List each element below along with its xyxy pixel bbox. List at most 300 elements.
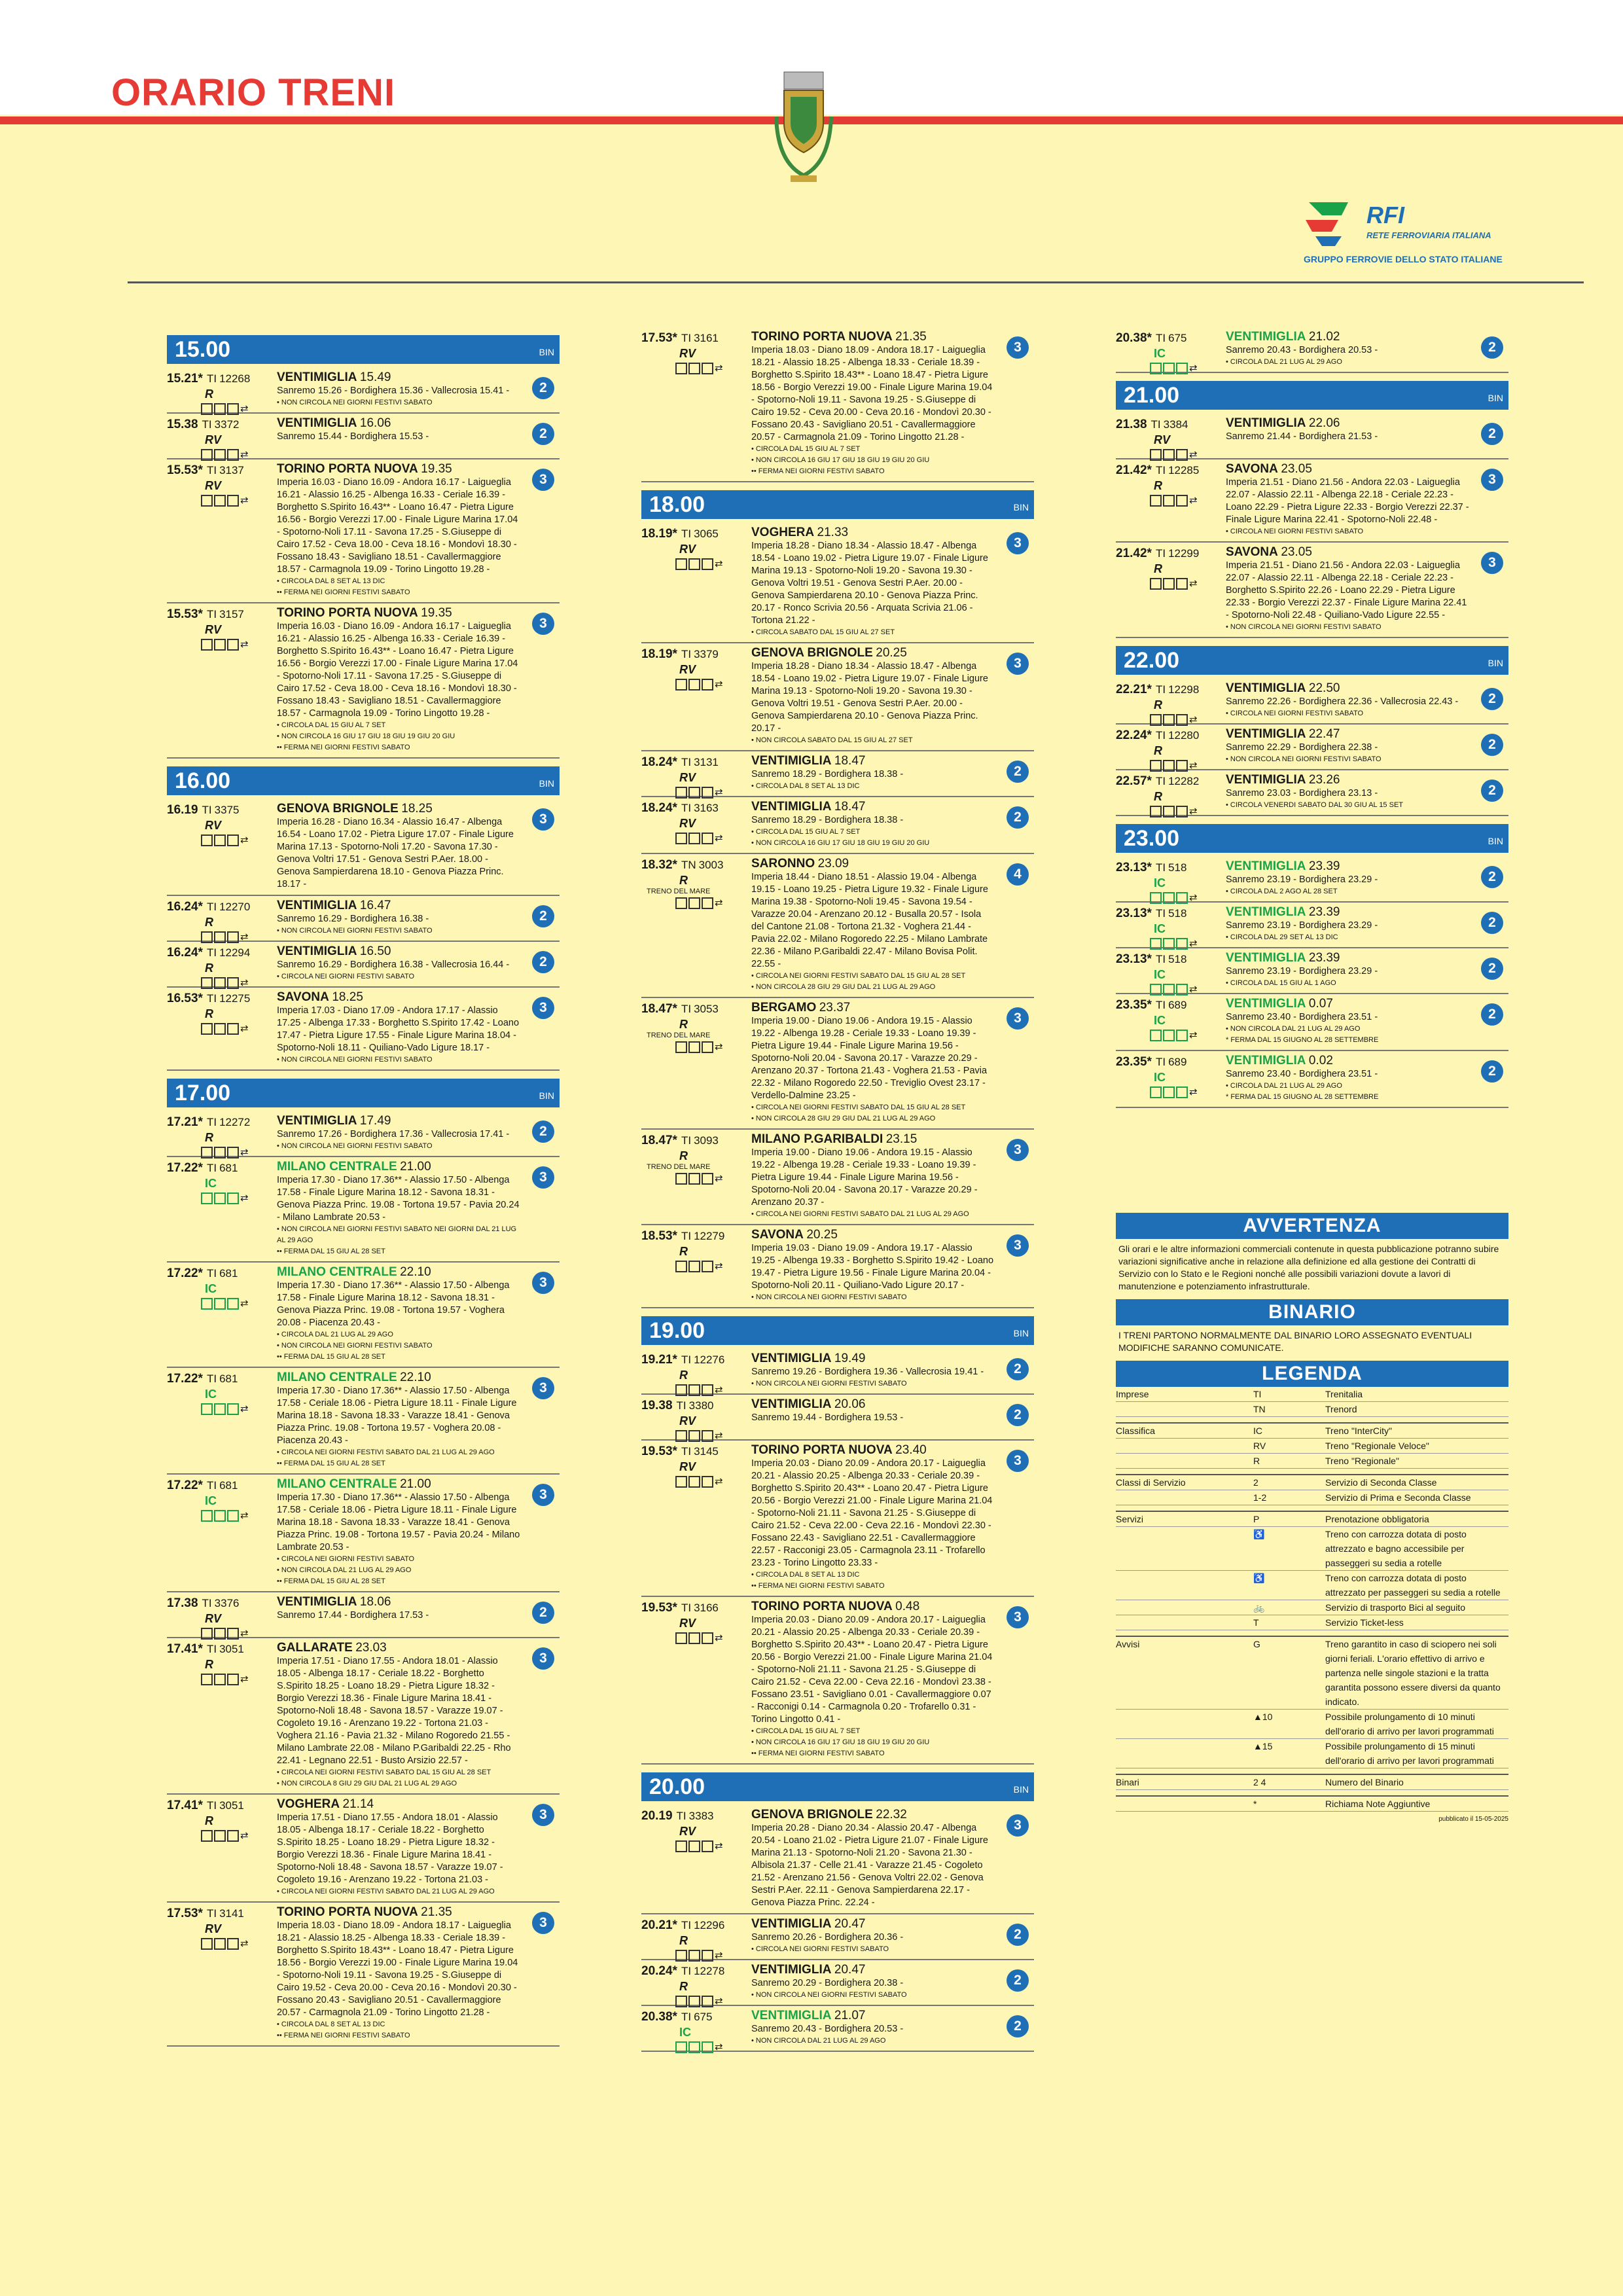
service-box-icon	[702, 363, 713, 374]
train-entry[interactable]	[641, 1395, 1034, 1441]
service-box-icon	[1150, 578, 1162, 590]
destination-row	[751, 646, 995, 660]
departure-time: 17.53*	[641, 331, 677, 345]
train-entry[interactable]	[167, 603, 560, 759]
departure-time: 15.38	[167, 418, 198, 431]
train-number: 3051	[219, 1643, 244, 1655]
circulation-note: • NON CIRCOLA DAL 21 LUG AL 29 AGO	[1226, 1025, 1361, 1033]
platform-badge: 2	[1481, 336, 1503, 359]
service-icons	[675, 1632, 749, 1644]
train-entry[interactable]	[1116, 857, 1508, 903]
train-operator: TI	[681, 332, 692, 344]
destination-row	[277, 802, 520, 816]
time-row	[1116, 906, 1224, 921]
legenda-title: LEGENDA	[1116, 1361, 1508, 1387]
service-icons	[675, 1172, 749, 1185]
service-box-icon	[1163, 806, 1175, 817]
time-row	[641, 1964, 749, 1979]
train-entry[interactable]	[1116, 414, 1508, 459]
train-entry[interactable]	[641, 1225, 1034, 1308]
train-entry[interactable]	[1116, 459, 1508, 543]
intermediate-stops: Sanremo 19.44 - Bordighera 19.53 -	[751, 1412, 904, 1423]
circulation-note: • CIRCOLA DAL 8 SET AL 13 DIC	[277, 577, 385, 585]
train-operator: TI	[1155, 464, 1166, 476]
hour-block	[641, 1316, 1034, 1345]
train-entry[interactable]	[1116, 327, 1508, 373]
departure-time: 23.13*	[1116, 906, 1152, 920]
train-details	[751, 754, 995, 792]
train-entry[interactable]	[641, 327, 1034, 482]
train-note: TRENO DEL MARE	[647, 888, 711, 895]
arrival-time: 18.25	[332, 990, 363, 1004]
service-icons	[201, 1192, 275, 1204]
bike-icon: ⇄	[240, 1193, 250, 1204]
train-number: 3137	[219, 464, 244, 476]
platform-badge: 3	[1007, 336, 1029, 359]
train-entry[interactable]	[1116, 679, 1508, 725]
time-row	[167, 1907, 275, 1921]
legend-row	[1116, 1512, 1508, 1527]
train-entry[interactable]	[641, 1960, 1034, 2006]
service-icons	[675, 558, 749, 570]
circulation-note: •• FERMA DAL 15 GIU AL 28 SET	[277, 1460, 385, 1467]
train-class: RV	[679, 771, 696, 784]
train-number: 518	[1168, 953, 1187, 965]
legend-row	[1116, 1600, 1508, 1615]
train-left	[1116, 774, 1224, 817]
intermediate-stops: Imperia 17.30 - Diano 17.36** - Alassio 17.50 - Albenga 17.58 - Ceriale 18.06 - Pietra Ligure 18.11 - Finale Ligure Marina 18.18 - Savona 18.33 - Varazze 18.41 - Genova Piazza Princ. 19.08 - Tortona 19.57 - Voghera 20.08 - Piacenza 20.43 -	[277, 1386, 517, 1446]
bike-icon: ⇄	[715, 1041, 724, 1052]
circulation-note: • NON CIRCOLA NEI GIORNI FESTIVI SABATO	[751, 1293, 907, 1301]
train-details	[1226, 905, 1469, 943]
departure-time: 20.38*	[641, 2010, 677, 2024]
destination: VENTIMIGLIA	[277, 416, 357, 430]
train-number: 3379	[694, 648, 719, 660]
platform-badge: 2	[532, 1121, 554, 1143]
arrival-time: 21.00	[400, 1477, 431, 1491]
train-details	[277, 1477, 520, 1587]
arrival-time: 23.39	[1308, 905, 1340, 919]
train-entry[interactable]	[641, 1349, 1034, 1395]
train-entry[interactable]	[167, 1638, 560, 1795]
train-entry[interactable]	[1116, 903, 1508, 948]
arrival-time: 23.37	[819, 1001, 851, 1014]
train-entry[interactable]	[641, 998, 1034, 1130]
train-class: R	[1154, 744, 1162, 757]
train-entry[interactable]	[167, 1795, 560, 1903]
time-row	[641, 1353, 749, 1367]
arrival-time: 20.47	[834, 1963, 866, 1977]
service-icons	[201, 1022, 275, 1035]
train-number: 3372	[214, 418, 240, 431]
platform-badge: 3	[532, 1484, 554, 1506]
train-details	[1226, 727, 1469, 765]
train-class: R	[205, 1007, 213, 1020]
departure-time: 19.21*	[641, 1353, 677, 1367]
arrival-time: 21.33	[817, 526, 849, 539]
train-operator: TI	[206, 372, 217, 385]
train-left	[641, 1809, 749, 1852]
time-row	[167, 1642, 275, 1657]
service-icons	[201, 1673, 275, 1685]
train-entry[interactable]	[641, 854, 1034, 998]
legend-separator	[1116, 1417, 1508, 1424]
train-operator: TI	[1155, 729, 1166, 742]
departure-time: 21.38	[1116, 418, 1147, 431]
platform-badge: 3	[532, 997, 554, 1019]
service-box-icon	[1150, 806, 1162, 817]
service-box-icon	[201, 495, 213, 507]
hour-header	[167, 766, 560, 795]
train-entry[interactable]	[167, 414, 560, 459]
bike-icon: ⇄	[240, 1023, 250, 1034]
intermediate-stops: Sanremo 20.43 - Bordighera 20.53 -	[1226, 345, 1378, 355]
departure-time: 17.21*	[167, 1115, 203, 1129]
train-note: TRENO DEL MARE	[647, 1163, 711, 1171]
train-class: R	[205, 916, 213, 929]
circulation-note: • NON CIRCOLA NEI GIORNI FESTIVI SABATO	[277, 1056, 433, 1064]
hour-header	[167, 1079, 560, 1107]
platform-badge: 3	[1007, 1814, 1029, 1837]
departure-time: 20.21*	[641, 1918, 677, 1932]
arrival-time: 21.35	[421, 1905, 452, 1919]
time-row	[167, 1266, 275, 1281]
legend-description: Numero del Binario	[1325, 1777, 1404, 1787]
train-left	[167, 607, 275, 651]
legend-separator	[1116, 1630, 1508, 1637]
hour-label: 21.00	[1124, 383, 1180, 408]
train-operator: TI	[1155, 332, 1166, 344]
train-left	[167, 1596, 275, 1640]
service-icons	[201, 494, 275, 507]
legend-description: Trenitalia	[1325, 1389, 1363, 1399]
departure-time: 19.53*	[641, 1601, 677, 1615]
destination: VOGHERA	[751, 526, 815, 539]
train-entry[interactable]	[167, 1475, 560, 1592]
service-icons	[675, 362, 749, 374]
service-box-icon	[214, 1403, 226, 1415]
bin-label: BIN	[1013, 1784, 1029, 1795]
circulation-note: • CIRCOLA DAL 21 LUG AL 29 AGO	[1226, 1082, 1342, 1090]
time-row	[1116, 418, 1224, 432]
train-class: RV	[679, 663, 696, 676]
train-operator: TI	[206, 1479, 217, 1492]
departure-time: 23.35*	[1116, 998, 1152, 1012]
train-entry[interactable]	[167, 1368, 560, 1475]
train-operator: TI	[206, 464, 217, 476]
train-details	[751, 330, 995, 477]
train-entry[interactable]	[1116, 948, 1508, 994]
bike-icon: ⇄	[715, 1632, 724, 1643]
train-number: 3003	[698, 859, 724, 871]
train-entry[interactable]	[641, 1914, 1034, 1960]
train-entry[interactable]	[1116, 543, 1508, 638]
circulation-note: • NON CIRCOLA DAL 21 LUG AL 29 AGO	[751, 2037, 886, 2045]
train-number: 518	[1168, 907, 1187, 920]
departure-time: 23.35*	[1116, 1055, 1152, 1069]
platform-badge: 3	[532, 1647, 554, 1670]
train-left	[167, 1161, 275, 1204]
departure-time: 15.21*	[167, 372, 203, 386]
service-box-icon	[675, 1173, 687, 1185]
train-entry[interactable]	[641, 1597, 1034, 1765]
train-entry[interactable]	[167, 896, 560, 942]
train-entry[interactable]	[641, 2006, 1034, 2052]
train-class: IC	[205, 1388, 217, 1401]
binario-section	[1116, 1299, 1508, 1361]
train-details	[1226, 1054, 1469, 1103]
service-icons	[201, 1297, 275, 1310]
destination: SAVONA	[751, 1228, 804, 1242]
train-left	[1116, 728, 1224, 772]
hour-block	[167, 766, 560, 795]
train-entry[interactable]	[641, 1805, 1034, 1914]
train-entry[interactable]	[641, 797, 1034, 854]
train-number: 3141	[219, 1907, 244, 1920]
train-operator: TI	[206, 1162, 217, 1174]
service-box-icon	[1176, 495, 1188, 507]
destination: VENTIMIGLIA	[1226, 905, 1306, 919]
arrival-time: 22.50	[1308, 681, 1340, 695]
train-entry[interactable]	[167, 459, 560, 603]
intermediate-stops: Imperia 17.30 - Diano 17.36** - Alassio 17.50 - Albenga 17.58 - Ceriale 18.06 - Pietra Ligure 18.11 - Finale Ligure Marina 18.18 - Savona 18.33 - Varazze 18.41 - Genova Piazza Princ. 19.08 - Tortona 19.57 - Pavia 20.24 - Milano Lambrate 20.53 -	[277, 1492, 520, 1552]
service-box-icon	[702, 1261, 713, 1272]
train-entry[interactable]	[167, 1592, 560, 1638]
train-entry[interactable]	[641, 1130, 1034, 1225]
bin-label: BIN	[539, 778, 554, 789]
train-details	[277, 462, 520, 598]
legend-description: Servizio di trasporto Bici al seguito	[1325, 1602, 1465, 1613]
service-box-icon	[201, 1403, 213, 1415]
circulation-note: • CIRCOLA DAL 21 LUG AL 29 AGO	[277, 1331, 393, 1338]
rfi-group: GRUPPO FERROVIE DELLO STATO ITALIANE	[1304, 254, 1503, 264]
service-box-icon	[675, 1476, 687, 1488]
platform-badge: 2	[1481, 780, 1503, 802]
service-box-icon	[1163, 1086, 1175, 1098]
train-entry[interactable]	[167, 1903, 560, 2047]
train-entry[interactable]	[641, 523, 1034, 643]
train-entry[interactable]	[1116, 1051, 1508, 1108]
train-details	[751, 1443, 995, 1592]
train-number: 3380	[688, 1399, 714, 1412]
destination: GENOVA BRIGNOLE	[277, 802, 399, 816]
hour-block	[1116, 824, 1508, 853]
train-left	[641, 1601, 749, 1644]
train-entry[interactable]	[1116, 770, 1508, 816]
bike-icon: ⇄	[1189, 806, 1199, 817]
hour-block	[1116, 381, 1508, 410]
platform-badge: 2	[1481, 734, 1503, 756]
service-box-icon	[675, 558, 687, 570]
service-box-icon	[1176, 578, 1188, 590]
train-entry[interactable]	[1116, 725, 1508, 770]
departure-time: 17.22*	[167, 1161, 203, 1175]
service-icons	[201, 834, 275, 846]
circulation-note: •• FERMA NEI GIORNI FESTIVI SABATO	[277, 744, 410, 751]
bike-icon: ⇄	[240, 931, 250, 942]
train-entry[interactable]	[641, 1441, 1034, 1597]
arrival-time: 0.07	[1308, 997, 1333, 1011]
intermediate-stops: Imperia 19.00 - Diano 19.06 - Andora 19.15 - Alassio 19.22 - Albenga 19.28 - Ceriale 19.33 - Loano 19.39 - Pietra Ligure 19.44 - Finale Ligure Marina 19.56 - Spotorno-Noli 20.04 - Savona 20.17 - Varazze 20.29 - Arenzano 20.37 - Tortona 21.43 - Voghera 21.53 - Pavia 22.32 - Milano Rogoredo 22.50 - Treviglio Ovest 23.17 - Verdello-Dalmine 23.25 -	[751, 1016, 988, 1101]
legend-row	[1116, 1402, 1508, 1417]
circulation-note: * FERMA DAL 15 GIUGNO AL 28 SETTEMBRE	[1226, 1093, 1379, 1101]
train-number: 12276	[694, 1354, 725, 1366]
train-number: 12285	[1168, 464, 1200, 476]
timetable-column-2	[641, 327, 1034, 2052]
circulation-note: • CIRCOLA NEI GIORNI FESTIVI SABATO	[277, 973, 415, 980]
legend-row	[1116, 1775, 1508, 1790]
timetable-column-1	[167, 327, 560, 2047]
departure-time: 22.21*	[1116, 683, 1152, 696]
train-details	[1226, 859, 1469, 897]
destination-row	[751, 754, 995, 768]
arrival-time: 23.39	[1308, 859, 1340, 873]
circulation-note: • CIRCOLA DAL 8 SET AL 13 DIC	[751, 1571, 860, 1579]
destination-row	[277, 899, 520, 913]
legend-symbol: P	[1253, 1514, 1260, 1524]
train-details	[277, 1905, 520, 2041]
train-left	[641, 1002, 749, 1053]
avvertenza-text: Gli orari e le altre informazioni commerciali contenute in questa pubblicazione potranno subire variazioni significative anche in relazione alla definizione ed alla gestione dei Contratti di Servizio con lo Stato e le Regioni nonché alle possibili variazioni dovute a lavori di manutenzione e potenziamento infrastrutturale.	[1118, 1244, 1499, 1291]
circulation-note: • CIRCOLA NEI GIORNI FESTIVI SABATO DAL 21 LUG AL 29 AGO	[277, 1448, 495, 1456]
destination-row	[1226, 416, 1469, 431]
legend-category: Avvisi	[1116, 1639, 1140, 1649]
train-number: 3051	[219, 1799, 244, 1812]
departure-time: 19.38	[641, 1399, 673, 1412]
train-operator: TI	[206, 1643, 217, 1655]
service-box-icon	[214, 1298, 226, 1310]
service-icons	[675, 678, 749, 691]
time-row	[167, 992, 275, 1006]
train-entry[interactable]	[167, 368, 560, 414]
train-left	[641, 1229, 749, 1272]
departure-time: 17.22*	[167, 1372, 203, 1386]
destination-row	[751, 857, 995, 871]
intermediate-stops: Sanremo 23.40 - Bordighera 23.51 -	[1226, 1069, 1378, 1079]
arrival-time: 22.06	[1308, 416, 1340, 430]
train-left	[167, 946, 275, 989]
train-number: 12279	[694, 1230, 725, 1242]
service-box-icon	[688, 363, 700, 374]
train-number: 12275	[219, 992, 251, 1005]
legend-symbol: 2	[1253, 1477, 1258, 1488]
train-operator: TI	[681, 648, 692, 660]
destination: TORINO PORTA NUOVA	[751, 1443, 893, 1457]
train-operator: TI	[202, 418, 212, 431]
circulation-note: •• FERMA NEI GIORNI FESTIVI SABATO	[751, 1582, 885, 1590]
destination-row	[751, 1443, 995, 1458]
bin-label: BIN	[1013, 502, 1029, 512]
hour-label: 18.00	[649, 492, 705, 517]
platform-badge: 4	[1007, 863, 1029, 886]
legend-category: Classifica	[1116, 1426, 1155, 1436]
legend-category: Servizi	[1116, 1514, 1144, 1524]
service-box-icon	[688, 1173, 700, 1185]
train-entry[interactable]	[167, 942, 560, 988]
destination-row	[751, 330, 995, 344]
platform-badge: 2	[1481, 912, 1503, 934]
train-number: 681	[219, 1267, 238, 1280]
arrival-time: 22.47	[1308, 727, 1340, 741]
hour-header	[641, 1772, 1034, 1801]
destination-row	[277, 1371, 520, 1385]
train-entry[interactable]	[641, 751, 1034, 797]
platform-badge: 3	[532, 1377, 554, 1399]
train-entry[interactable]	[1116, 994, 1508, 1051]
train-operator: TI	[206, 1267, 217, 1280]
service-icons	[201, 1509, 275, 1522]
legend-symbol: ♿	[1253, 1529, 1265, 1539]
destination: GENOVA BRIGNOLE	[751, 1808, 873, 1821]
destination-row	[1226, 1054, 1469, 1068]
circulation-note: • NON CIRCOLA 8 GIU 29 GIU DAL 21 LUG AL 29 AGO	[277, 1780, 457, 1787]
train-operator: TI	[681, 1445, 692, 1458]
service-box-icon	[214, 1023, 226, 1035]
intermediate-stops: Sanremo 19.26 - Bordighera 19.36 - Vallecrosia 19.41 -	[751, 1367, 984, 1377]
train-entry[interactable]	[167, 1157, 560, 1263]
train-entry[interactable]	[167, 799, 560, 896]
service-box-icon	[702, 1476, 713, 1488]
legend-row	[1116, 1387, 1508, 1402]
platform-badge: 3	[532, 808, 554, 831]
service-box-icon	[675, 1261, 687, 1272]
train-operator: TI	[681, 1602, 692, 1614]
legend-row	[1116, 1454, 1508, 1469]
train-class: R	[205, 1131, 213, 1144]
arrival-time: 20.25	[806, 1228, 838, 1242]
legend-category	[1116, 1402, 1253, 1416]
train-class: R	[679, 1245, 688, 1258]
train-entry[interactable]	[167, 988, 560, 1071]
train-details	[751, 526, 995, 638]
platform-badge: 2	[1007, 1924, 1029, 1946]
train-details	[751, 1228, 995, 1303]
destination: VENTIMIGLIA	[277, 1114, 357, 1128]
service-box-icon	[675, 1632, 687, 1644]
departure-time: 17.53*	[167, 1907, 203, 1920]
rfi-subtitle: RETE FERROVIARIA ITALIANA	[1366, 230, 1491, 240]
legend-separator	[1116, 1790, 1508, 1797]
legend-row	[1116, 1527, 1508, 1571]
legend-separator	[1116, 1505, 1508, 1512]
destination: SAVONA	[1226, 462, 1278, 476]
destination-row	[751, 1001, 995, 1015]
service-box-icon	[688, 1840, 700, 1852]
departure-time: 20.19	[641, 1809, 673, 1823]
destination: VENTIMIGLIA	[1226, 416, 1306, 430]
train-class: IC	[1154, 876, 1166, 889]
bike-icon: ⇄	[240, 1510, 250, 1521]
destination: MILANO CENTRALE	[277, 1160, 397, 1174]
train-details	[1226, 416, 1469, 443]
train-left	[641, 755, 749, 798]
train-operator: TI	[676, 1810, 687, 1822]
circulation-note: • CIRCOLA NEI GIORNI FESTIVI SABATO DAL 15 GIU AL 28 SET	[277, 1768, 491, 1776]
service-box-icon	[702, 679, 713, 691]
destination: VENTIMIGLIA	[1226, 951, 1306, 965]
bike-icon: ⇄	[715, 897, 724, 908]
arrival-time: 0.48	[895, 1600, 920, 1613]
arrival-time: 23.40	[895, 1443, 927, 1457]
train-entry[interactable]	[167, 1263, 560, 1368]
train-entry[interactable]	[641, 643, 1034, 751]
train-number: 681	[219, 1162, 238, 1174]
train-entry[interactable]	[167, 1111, 560, 1157]
service-icons	[675, 1041, 749, 1053]
bike-icon: ⇄	[240, 1830, 250, 1841]
train-class: R	[205, 387, 213, 401]
footer-note: pubblicato il 15-05-2025	[1438, 1816, 1508, 1823]
